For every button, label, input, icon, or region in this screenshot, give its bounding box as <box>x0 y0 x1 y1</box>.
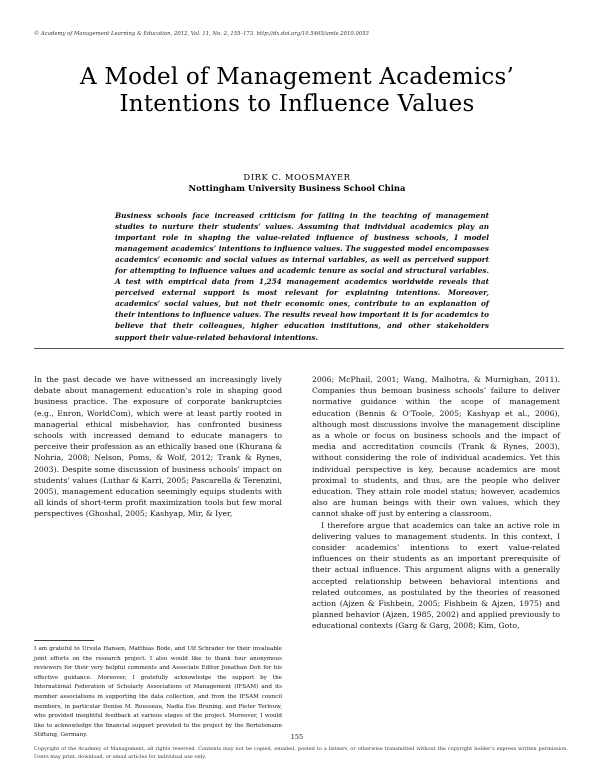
section-divider <box>34 348 564 349</box>
abstract: Business schools face increased criticism for failing in the teaching of management studies to nurture their students’ values. Assuming that individual academics play an important role in shaping the value-related influence of business schools, I model management academics’ intentions to influence values. The suggested model encompasses academics’ economic and social values as internal variables, as well as perceived support for attempting to influence values and academic tenure as social and structural variables. A test with empirical data from 1,254 management academics worldwide reveals that perceived external support is most relevant for explaining intentions. Moreover, academics’ social values, but not their economic ones, contribute to an explanation of their intentions to influence values. The results reveal how important it is for academics to believe that their colleagues, higher education institutions, and other stakeholders support their value-related behavioral intentions. <box>115 211 489 342</box>
body-paragraph: I therefore argue that academics can take an active role in delivering values to management students. In this context, I consider academics’ intentions to exert value-related influences on their students as an important prerequisite of their actual influence. This argument aligns with a generally accepted relationship between behavioral intentions and related outcomes, as postulated by the theories of reasoned action (Ajzen & Fishbein, 2005; Fishbein & Ajzen, 1975) and planned behavior (Ajzen, 1985, 2002) and applied previously to educational contexts (Garg & Garg, 2008; Kim, Goto, <box>312 520 560 631</box>
body-column-left <box>34 374 282 520</box>
body-paragraph: In the past decade we have witnessed an increasingly lively debate about management education’s role in shaping good business practice. The exposure of corporate bankruptcies (e.g., Enron, WorldCom), which were at least partly rooted in managerial ethical misbehavior, has confronted business schools with increased demand to educate managers to perceive their profession as an ethically based one (Khurana & Nohria, 2008; Nelson, Poms, & Wolf, 2012; Trank & Rynes, 2003). Despite some discussion of business schools’ impact on students’ values (Luthar & Karri, 2005; Pascarella & Terenzini, 2005), management education seemingly equips students with all kinds of short-term profit maximization tools but few moral perspectives (Ghoshal, 2005; Kashyap, Mir, & Iyer, <box>34 375 282 519</box>
author-name: DIRK C. MOOSMAYER <box>243 172 351 182</box>
copyright-notice: Copyright of the Academy of Management, all rights reserved. Contents may not be copied, emailed, posted to a listserv, or otherwise transmitted without the copyright holder’s express written permission. Users may print, download, or email articles for individual use only. <box>34 746 568 760</box>
body-paragraph: 2006; McPhail, 2001; Wang, Malhotra, & Murnighan, 2011). Companies thus bemoan business schools’ failure to deliver normative guidance within the scope of management education (Bennis & O’Toole, 2005; Kashyap et al., 2006), although most discussions involve the management discipline as a whole or focus on business schools and the impact of media and accreditation councils (Trank & Rynes, 2003), without considering the role of individual academics. Yet this individual perspective is key, because academics are most proximal to students, and thus, are the people who deliver education. They attain role model status; however, academics also are human beings with their own values, which they cannot shake off just by entering a classroom. <box>312 375 560 519</box>
running-head: © Academy of Management Learning & Education, 2012, Vol. 11, No. 2, 155–173. http://dx.doi.org/10.5465/amle.2010.0053 <box>34 31 369 37</box>
footnote: I am grateful to Ursula Hansen, Matthias Bode, and Ulf Schrader for their invaluable joint efforts on the research project. I also would like to thank four anonymous reviewers for their very helpful comments and Associate Editor Jonathan Doh for his effective guidance. Moreover, I gratefully acknowledge the support by the International Federation of Scholarly Associations of Management (IFSAM) and its member associations in supporting the data collection, and from the IFSAM council members, in particular Denise M. Rousseau, Nadia Ese Bruning, and Pieter Terlouw, who provided insightful feedback at various stages of the project. Moreover, I would like to acknowledge the financial support provided to the project by the Bertelsmann Stiftung, Germany. <box>34 646 282 739</box>
author-affiliation: Nottingham University Business School China <box>188 183 406 193</box>
article-title: A Model of Management Academics’ Intentions to Influence Values <box>80 64 514 117</box>
page-number: 155 <box>290 733 304 741</box>
footnote-divider <box>34 640 94 641</box>
body-column-right <box>312 374 560 632</box>
